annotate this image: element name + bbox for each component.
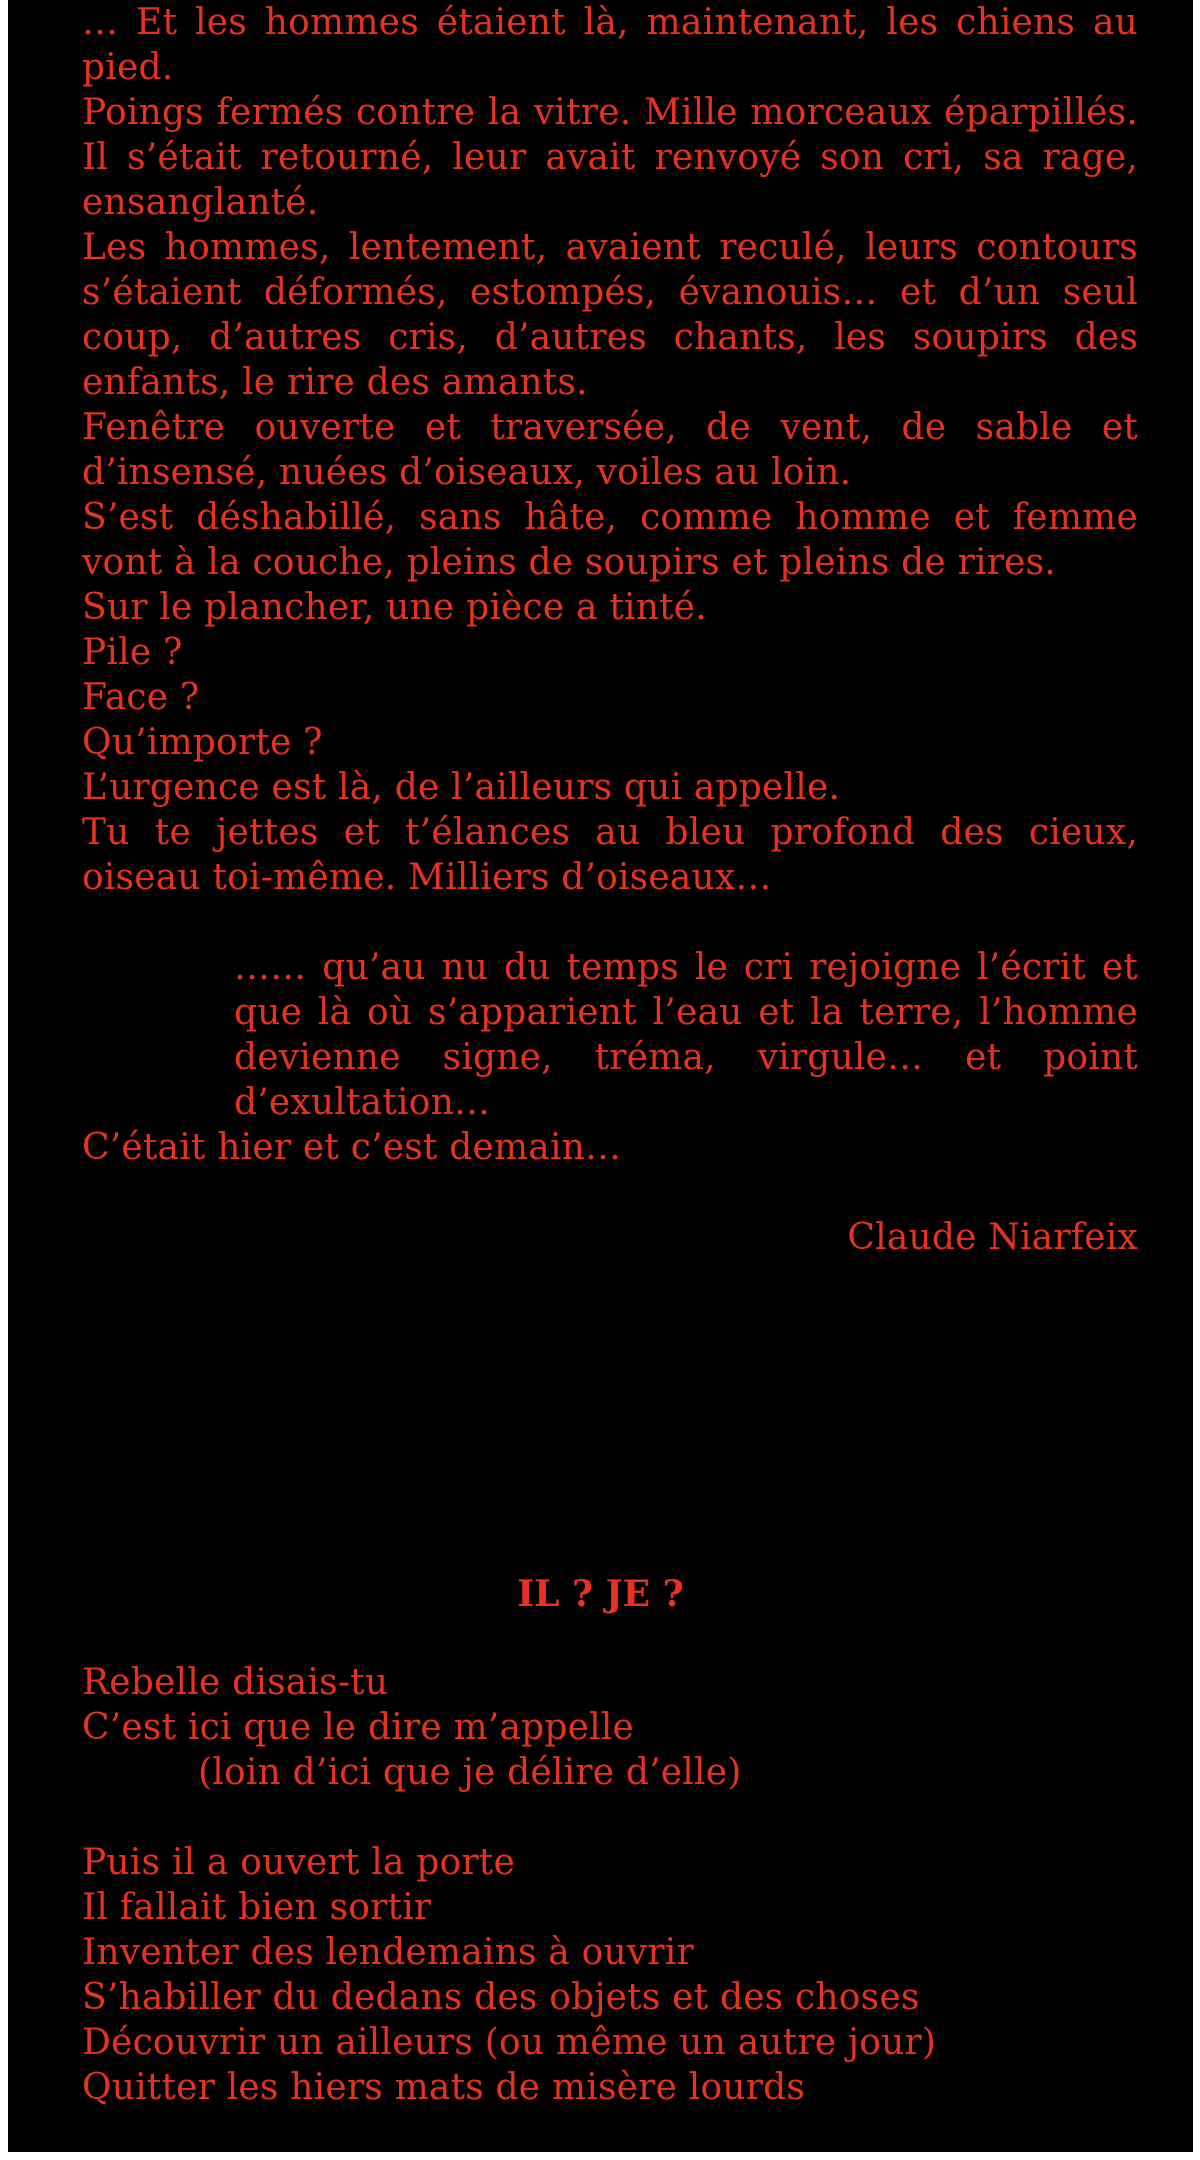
poem-one-paragraph-1: … Et les hommes étaient là, maintenant, les chiens au pied. [82, 2, 1138, 88]
poem-one-paragraph-6: Sur le plancher, une pièce a tinté. [82, 587, 707, 628]
poem-two-line-8: S’habiller du dedans des objets et des choses [82, 1977, 920, 2018]
author-signature: Claude Niarfeix [847, 1217, 1138, 1258]
poem-one-paragraph-7: Pile ? [82, 632, 183, 673]
poem-one-closing-line: C’était hier et c’est demain… [82, 1127, 622, 1168]
poem-one-paragraph-10: L’urgence est là, de l’ailleurs qui appelle. [82, 767, 841, 808]
stanza-gap [82, 1795, 1138, 1840]
poem-one-paragraph-5: S’est déshabillé, sans hâte, comme homme et femme vont à la couche, pleins de soupirs et pleins de rires. [82, 497, 1138, 583]
poem-two-line-10: Quitter les hiers mats de misère lourds [82, 2067, 806, 2108]
poem-one-paragraph-3: Les hommes, lentement, avaient reculé, leurs contours s’étaient déformés, estompés, évanouis… et d’un seul coup, d’autres cris, d’autres chants, les soupirs des enfants, le rire des amants. [82, 227, 1138, 403]
stanza-gap [82, 900, 1138, 945]
poem-two-line-6: Il fallait bien sortir [82, 1887, 432, 1928]
poem-one-paragraph-11: Tu te jettes et t’élances au bleu profond des cieux, oiseau toi-même. Milliers d’oiseaux… [82, 812, 1138, 898]
poem-two [82, 1660, 1138, 2110]
document-page [8, 0, 1193, 2152]
poem-two-line-2: C’est ici que le dire m’appelle [82, 1707, 635, 1748]
poem-two-line-9: Découvrir un ailleurs (ou même un autre jour) [82, 2022, 937, 2063]
poem-two-line-5: Puis il a ouvert la porte [82, 1842, 515, 1883]
poem-two-line-7: Inventer des lendemains à ouvrir [82, 1932, 694, 1973]
poem-one [82, 0, 1138, 1260]
poem-one-indented-stanza: …… qu’au nu du temps le cri rejoigne l’écrit et que là où s’apparient l’eau et la terre, l’homme devienne signe, tréma, virgule… et point d’exultation… [234, 947, 1138, 1123]
poem-two-line-3: (loin d’ici que je délire d’elle) [198, 1752, 742, 1793]
poem-one-paragraph-4: Fenêtre ouverte et traversée, de vent, de sable et d’insensé, nuées d’oiseaux, voiles au loin. [82, 407, 1138, 493]
poem-one-paragraph-8: Face ? [82, 677, 200, 718]
poem-one-paragraph-9: Qu’importe ? [82, 722, 323, 763]
poem-two-line-1: Rebelle disais-tu [82, 1662, 389, 1703]
poem-one-paragraph-2: Poings fermés contre la vitre. Mille morceaux éparpillés. Il s’était retourné, leur avait renvoyé son cri, sa rage, ensanglanté. [82, 92, 1138, 223]
poem-two-title: IL ? JE ? [517, 1573, 684, 1615]
